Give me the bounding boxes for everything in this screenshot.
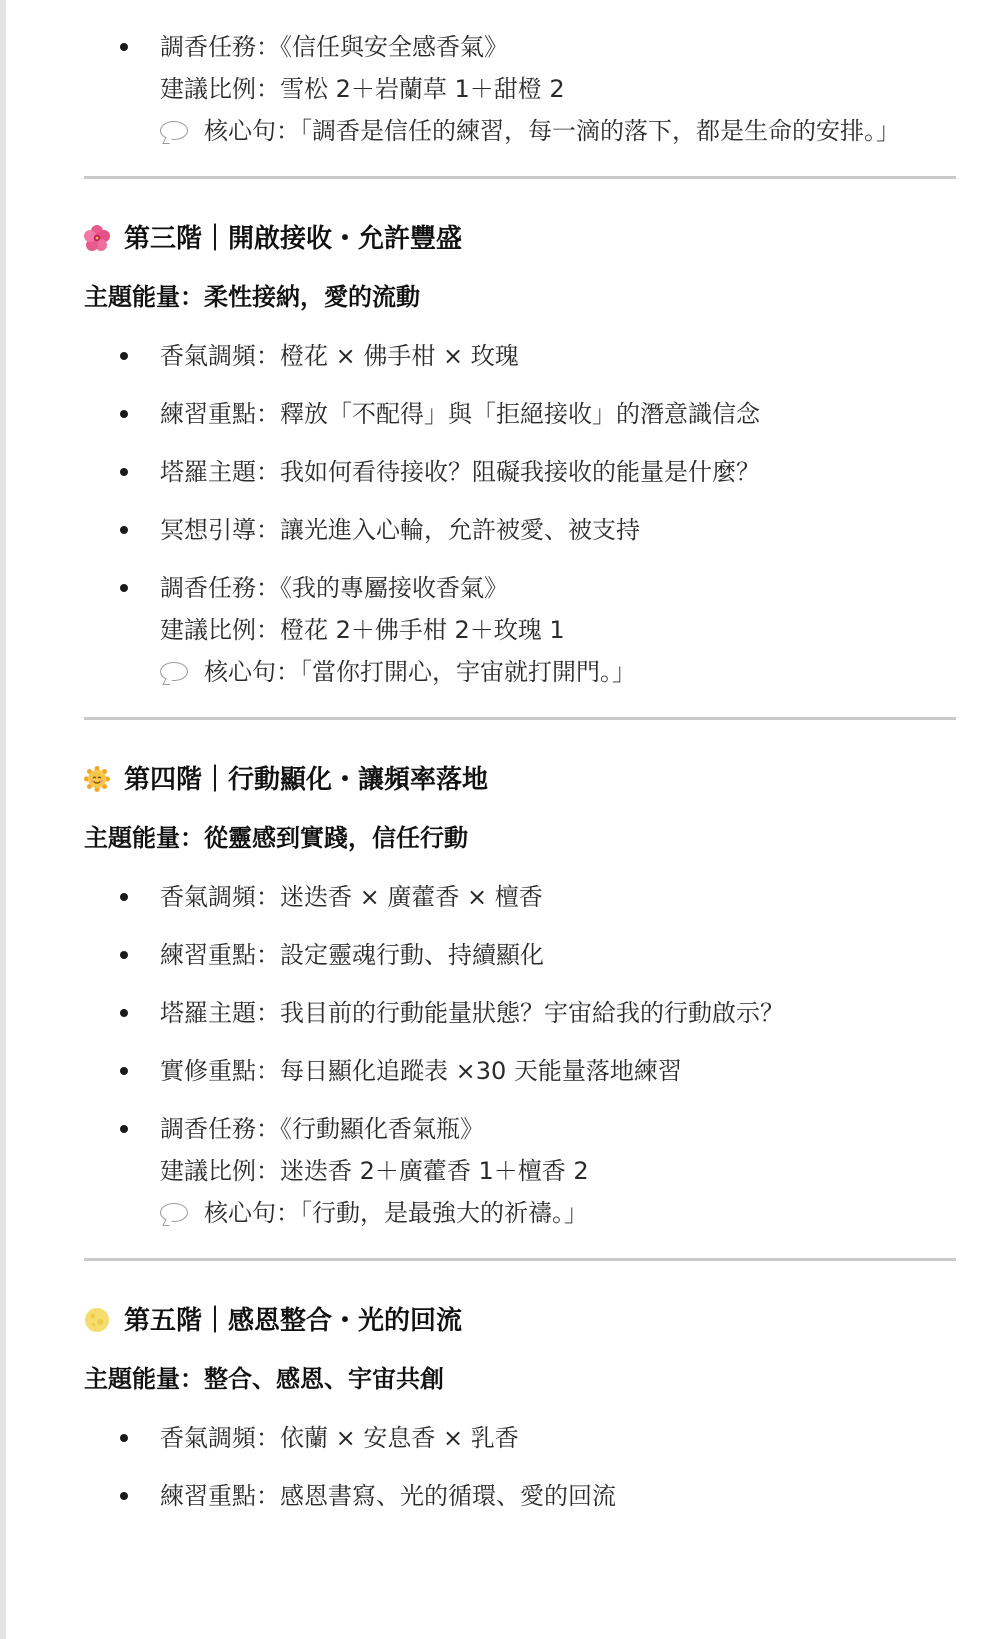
list-item — [84, 1475, 998, 1517]
section-heading — [84, 219, 998, 259]
list-item-text: 練習重點：釋放「不配得」與「拒絕接收」的潛意識信念 — [160, 400, 760, 428]
section-title: 第五階｜感恩整合・光的回流 — [124, 1306, 463, 1336]
list-item-text: 香氣調頻：橙花 × 佛手柑 × 玫瑰 — [160, 342, 519, 370]
bullet-icon — [120, 468, 128, 476]
task-label: 調香任務：《我的專屬接收香氣》 — [160, 574, 508, 602]
list-item-task — [84, 567, 998, 697]
list-item — [84, 992, 998, 1034]
hibiscus-icon — [84, 223, 110, 249]
section-heading — [84, 1301, 998, 1341]
bullet-icon — [120, 352, 128, 360]
core-sentence — [160, 110, 998, 156]
core-sentence-text: 核心句：「行動，是最強大的祈禱。」 — [204, 1199, 588, 1227]
task-label: 調香任務：《行動顯化香氣瓶》 — [160, 1115, 484, 1143]
list-item-text: 冥想引導：讓光進入心輪，允許被愛、被支持 — [160, 516, 640, 544]
list-item-task — [84, 1108, 998, 1238]
bullet-icon — [120, 893, 128, 901]
left-margin-rule — [0, 0, 6, 1639]
bullet-icon — [120, 584, 128, 592]
list-item — [84, 934, 998, 976]
list-item — [84, 335, 998, 377]
core-sentence-text: 核心句：「當你打開心，宇宙就打開門。」 — [204, 658, 636, 686]
full-moon-icon — [84, 1305, 110, 1331]
core-sentence — [160, 1192, 998, 1238]
bullet-icon — [120, 1125, 128, 1133]
section-heading — [84, 760, 998, 800]
document-content — [84, 0, 998, 1517]
bullet-icon — [120, 1492, 128, 1500]
list-item — [84, 451, 998, 493]
bullet-icon — [120, 43, 128, 51]
section-title: 第四階｜行動顯化・讓頻率落地 — [124, 765, 489, 795]
list-item — [84, 1417, 998, 1459]
task-label: 調香任務：《信任與安全感香氣》 — [160, 33, 508, 61]
list-item — [84, 393, 998, 435]
task-ratio: 建議比例：橙花 2＋佛手柑 2＋玫瑰 1 — [160, 616, 565, 644]
list-item-text: 實修重點：每日顯化追蹤表 ×30 天能量落地練習 — [160, 1057, 682, 1085]
list-item-text: 塔羅主題：我如何看待接收？阻礙我接收的能量是什麼？ — [160, 458, 760, 486]
speech-bubble-icon — [160, 1203, 188, 1222]
list-item-text: 練習重點：感恩書寫、光的循環、愛的回流 — [160, 1482, 616, 1510]
list-item-text: 香氣調頻：依蘭 × 安息香 × 乳香 — [160, 1424, 519, 1452]
list-item-text: 練習重點：設定靈魂行動、持續顯化 — [160, 941, 544, 969]
task-ratio: 建議比例：雪松 2＋岩蘭草 1＋甜橙 2 — [160, 75, 565, 103]
bullet-icon — [120, 526, 128, 534]
sun-with-face-icon — [84, 764, 110, 790]
list-item-text: 塔羅主題：我目前的行動能量狀態？宇宙給我的行動啟示？ — [160, 999, 784, 1027]
list-item-text: 香氣調頻：迷迭香 × 廣藿香 × 檀香 — [160, 883, 543, 911]
core-sentence — [160, 651, 998, 697]
theme-energy: 主題能量：從靈感到實踐，信任行動 — [84, 824, 468, 852]
theme-energy: 主題能量：整合、感恩、宇宙共創 — [84, 1365, 444, 1393]
list-item — [84, 1050, 998, 1092]
bullet-icon — [120, 410, 128, 418]
bullet-icon — [120, 1067, 128, 1075]
core-sentence-text: 核心句：「調香是信任的練習，每一滴的落下，都是生命的安排。」 — [204, 117, 900, 145]
bullet-icon — [120, 1434, 128, 1442]
bullet-icon — [120, 1009, 128, 1017]
list-item — [84, 876, 998, 918]
list-item — [84, 509, 998, 551]
bullet-icon — [120, 951, 128, 959]
task-ratio: 建議比例：迷迭香 2＋廣藿香 1＋檀香 2 — [160, 1157, 589, 1185]
speech-bubble-icon — [160, 662, 188, 681]
list-item-task — [84, 26, 998, 156]
speech-bubble-icon — [160, 121, 188, 140]
theme-energy: 主題能量：柔性接納，愛的流動 — [84, 283, 420, 311]
section-title: 第三階｜開啟接收・允許豐盛 — [124, 224, 463, 254]
